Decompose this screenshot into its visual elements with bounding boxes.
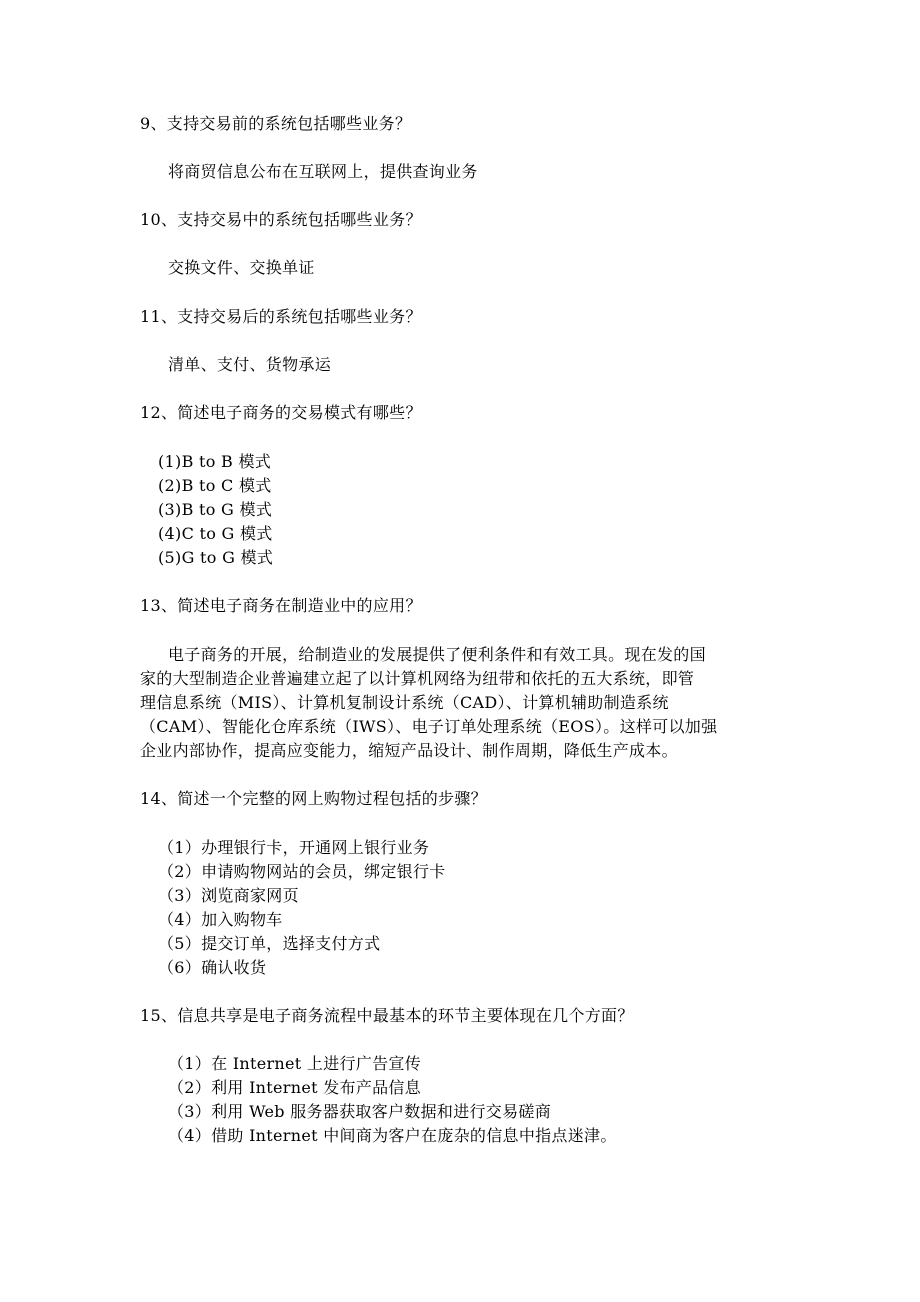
question-15: 15、信息共享是电子商务流程中最基本的环节主要体现在几个方面？: [140, 1006, 634, 1025]
list-item: (4)C to G 模式: [158, 524, 273, 543]
list-item: (1)B to B 模式: [158, 452, 272, 471]
paragraph-line: 理信息系统（MIS）、计算机复制设计系统（CAD）、计算机辅助制造系统: [140, 693, 669, 712]
list-item: （4）借助 Internet 中间商为客户在庞杂的信息中指点迷津。: [168, 1126, 617, 1145]
answer-10: 交换文件、交换单证: [168, 258, 315, 277]
list-item: （5）提交订单，选择支付方式: [158, 934, 381, 953]
question-13: 13、简述电子商务在制造业中的应用？: [140, 596, 422, 615]
paragraph-line: （CAM）、智能化仓库系统（IWS）、电子订单处理系统（EOS）。这样可以加强: [140, 717, 718, 736]
list-item: （4）加入购物车: [158, 910, 283, 929]
paragraph-line: 企业内部协作，提高应变能力，缩短产品设计、制作周期，降低生产成本。: [140, 741, 678, 760]
paragraph-line: 电子商务的开展，给制造业的发展提供了便利条件和有效工具。现在发的国: [168, 645, 706, 664]
paragraph-line: 家的大型制造企业普遍建立起了以计算机网络为纽带和依托的五大系统，即管: [140, 669, 695, 688]
list-item: （1）在 Internet 上进行广告宣传: [168, 1054, 422, 1073]
list-item: (3)B to G 模式: [158, 500, 273, 519]
question-11: 11、支持交易后的系统包括哪些业务？: [140, 307, 422, 326]
list-item: （3）浏览商家网页: [158, 886, 299, 905]
answer-9: 将商贸信息公布在互联网上，提供查询业务: [168, 162, 478, 181]
list-item: （3）利用 Web 服务器获取客户数据和进行交易磋商: [168, 1102, 552, 1121]
question-12: 12、简述电子商务的交易模式有哪些？: [140, 403, 422, 422]
list-item: (2)B to C 模式: [158, 476, 272, 495]
list-item: （1）办理银行卡，开通网上银行业务: [158, 838, 430, 857]
question-14: 14、简述一个完整的网上购物过程包括的步骤？: [140, 789, 487, 808]
list-item: （2）利用 Internet 发布产品信息: [168, 1078, 422, 1097]
list-item: (5)G to G 模式: [158, 548, 274, 567]
question-9: 9、支持交易前的系统包括哪些业务？: [140, 114, 412, 133]
question-10: 10、支持交易中的系统包括哪些业务？: [140, 210, 422, 229]
list-item: （2）申请购物网站的会员，绑定银行卡: [158, 862, 446, 881]
answer-11: 清单、支付、货物承运: [168, 355, 332, 374]
list-item: （6）确认收货: [158, 958, 267, 977]
